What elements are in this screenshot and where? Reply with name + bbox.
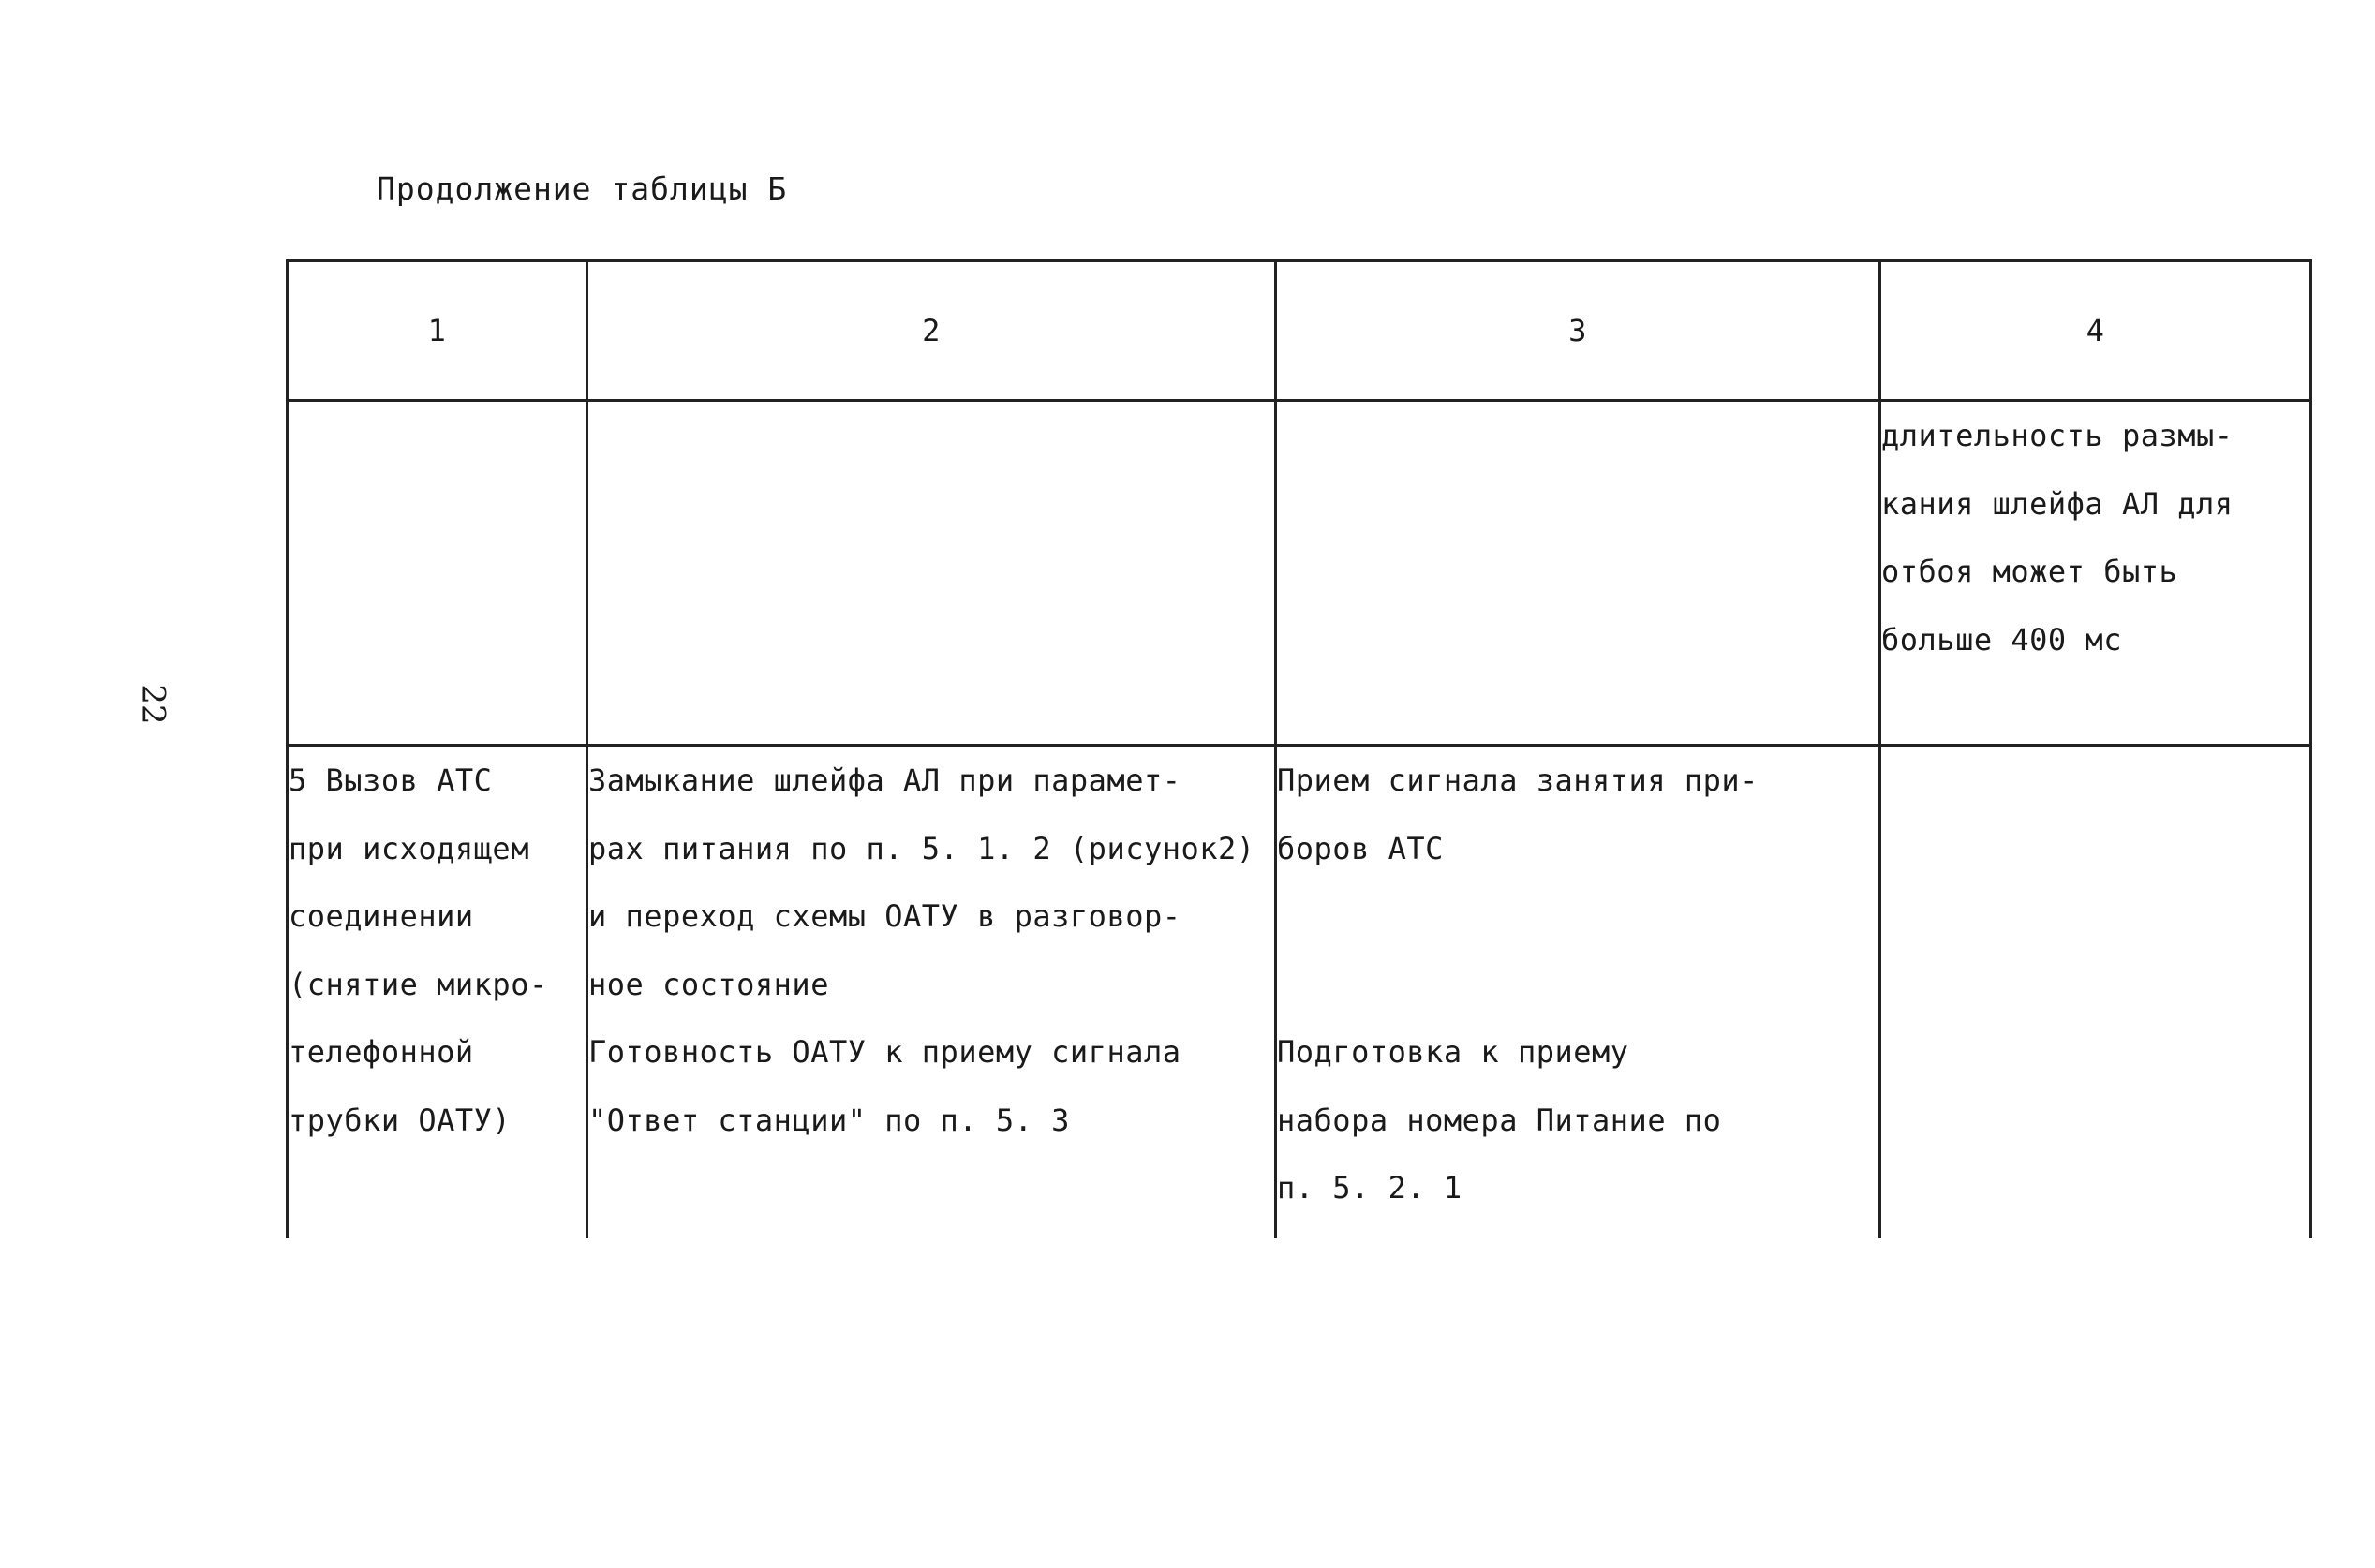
cont-cell-4: [1880, 401, 2311, 746]
row5-cell-3-line: п. 5. 2. 1: [1277, 1170, 1462, 1206]
table-row-continuation: [288, 401, 2311, 746]
row5-cell-3-line: боров АТС: [1277, 830, 1444, 866]
row5-cell-4: [1880, 746, 2311, 1239]
cont-cell-2: [587, 401, 1276, 746]
row5-cell-1-line: 5 Вызов АТС: [289, 762, 493, 798]
row5-cell-1-line: трубки ОАТУ): [289, 1102, 512, 1138]
row5-cell-3-spacer: [1277, 951, 1878, 1019]
row5-cell-1-line: (снятие микро-: [289, 966, 548, 1002]
row5-cell-2-line: Готовность ОАТУ к приему сигнала: [588, 1034, 1181, 1070]
table-row-5: [288, 746, 2311, 1239]
row5-cell-1: [288, 746, 587, 1239]
cont-cell-1: [288, 401, 587, 746]
row5-cell-2-line: рах питания по п. 5. 1. 2 (рисунок2): [588, 830, 1255, 866]
table-caption: Продолжение таблицы Б: [377, 170, 788, 207]
header-cell-4: 4: [1880, 261, 2311, 401]
requirements-table: [286, 259, 2312, 1238]
row5-cell-3-line: набора номера Питание по: [1277, 1102, 1722, 1138]
header-cell-3: 3: [1276, 261, 1880, 401]
row5-cell-2-line: Замыкание шлейфа АЛ при парамет-: [588, 762, 1181, 798]
table-header-row: [288, 261, 2311, 401]
row5-cell-1-line: при исходящем: [289, 830, 529, 866]
header-cell-1: 1: [288, 261, 587, 401]
row5-cell-2-line: ное состояние: [588, 966, 829, 1002]
row5-cell-2: [587, 746, 1276, 1239]
cont-cell-4-line: отбоя может быть: [1881, 554, 2178, 589]
row5-cell-2-line: "Ответ станции" по п. 5. 3: [588, 1102, 1070, 1138]
row5-cell-3-line: Подготовка к приему: [1277, 1034, 1629, 1070]
header-cell-2: 2: [587, 261, 1276, 401]
cont-cell-3: [1276, 401, 1880, 746]
row5-cell-2-line: и переход схемы ОАТУ в разговор-: [588, 898, 1181, 934]
row5-cell-3: [1276, 746, 1880, 1239]
row5-cell-1-line: соединении: [289, 898, 474, 934]
row5-cell-3-line: Прием сигнала занятия при-: [1277, 762, 1759, 798]
row5-cell-1-line: телефонной: [289, 1034, 474, 1070]
cont-cell-4-line: длительность размы-: [1881, 418, 2234, 453]
page-number: 22: [134, 684, 172, 725]
cont-cell-4-line: кания шлейфа АЛ для: [1881, 485, 2234, 522]
row5-cell-3-spacer: [1277, 882, 1878, 951]
cont-cell-4-line: больше 400 мс: [1881, 621, 2122, 658]
